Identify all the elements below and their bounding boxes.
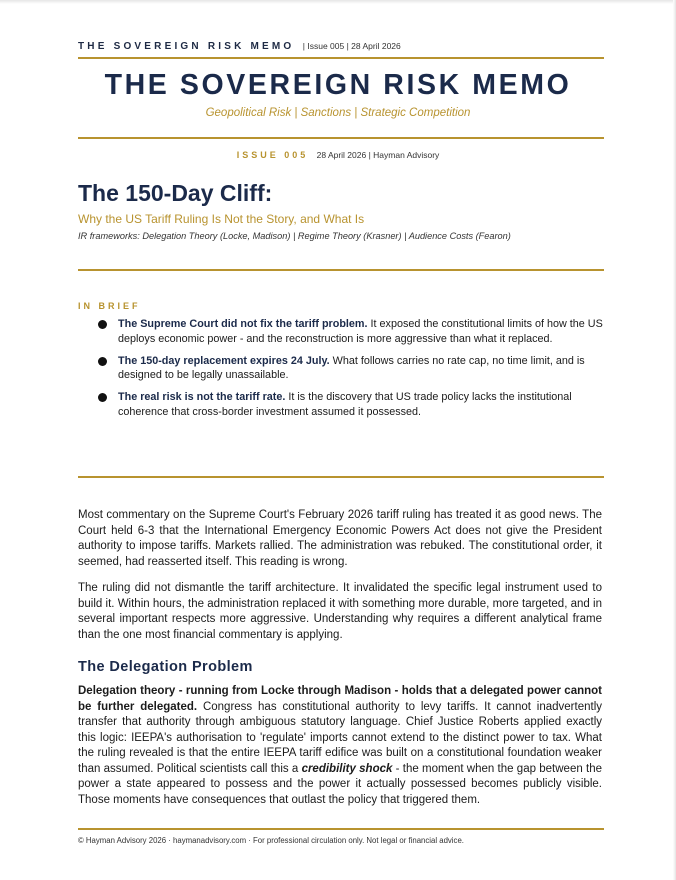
- masthead-tagline: Geopolitical Risk | Sanctions | Strategic Competition: [205, 107, 471, 119]
- in-brief-item: [98, 317, 604, 346]
- paragraph-tail: - the moment when the gap between the power a state appeared to possess and the power it actually possessed becomes publicly visible. Those moments have consequences that outlast the policy that triggered them.: [78, 762, 602, 806]
- masthead-rule: [78, 137, 604, 139]
- paragraph-text: Congress has constitutional authority to levy tariffs. It cannot inadvertently transfer that authority through ambiguous statutory language. Chief Justice Roberts applied exactly this logic: IEEPA's authorisation to 'regulate' imports cannot extend to the distinct power to tax. What the ruling revealed is that the entire IEEPA tariff edifice was built on a constitutional foundation weaker than assumed. Political scientists call this a: [78, 700, 602, 775]
- footer-text: © Hayman Advisory 2026 · haymanadvisory.com · For professional circulation only. Not legal or financial advice.: [78, 836, 464, 845]
- in-brief-item-lead: The real risk is not the tariff rate.: [118, 391, 286, 403]
- issue-label: ISSUE 005: [236, 150, 309, 160]
- footer-rule: [78, 828, 604, 830]
- masthead-title: THE SOVEREIGN RISK MEMO: [104, 69, 572, 101]
- in-brief-item-lead: The 150-day replacement expires 24 July.: [118, 354, 330, 367]
- in-brief-list: [98, 317, 604, 427]
- in-brief-item-text: What follows carries no rate cap, no time limit, and is designed to be legally unassailable.: [118, 354, 585, 381]
- article-headline: The 150-Day Cliff:: [78, 180, 273, 206]
- body-paragraph-1: Most commentary on the Supreme Court's February 2026 tariff ruling has treated it as good news. The Court held 6-3 that the International Emergency Economic Powers Act does not give the President authority to impose tariffs. Markets rallied. The administration was rebuked. The constitutional order, it seemed, had reasserted itself. This reading is wrong.: [78, 509, 602, 568]
- paragraph-lead: Delegation theory - running from Locke through Madison - holds that a delegated power cannot be further delegated.: [78, 685, 602, 713]
- in-brief-item-text: It exposed the constitutional limits of how the US deploys economic power - and the reconstruction is more aggressive than what it replaced.: [118, 318, 603, 345]
- issue-line: [0, 150, 676, 160]
- body-paragraph-2: The ruling did not dismantle the tariff architecture. It invalidated the specific legal instrument used to build it. Within hours, the administration replaced it with something more durable, more targeted, and in several important respects more aggressive. Understanding why requires a different analytical frame than the one most financial commentary is applying.: [78, 582, 602, 641]
- article-frameworks: IR frameworks: Delegation Theory (Locke, Madison) | Regime Theory (Krasner) | Audience Costs (Fearon): [78, 231, 511, 241]
- body-paragraph-3: [78, 684, 602, 808]
- running-header-meta: | Issue 005 | 28 April 2026: [302, 41, 401, 51]
- issue-details: 28 April 2026 | Hayman Advisory: [316, 150, 440, 160]
- running-header-title: THE SOVEREIGN RISK MEMO: [78, 41, 295, 52]
- section-heading: The Delegation Problem: [78, 659, 253, 675]
- bullet-icon: [98, 357, 107, 366]
- in-brief-item-lead: The Supreme Court did not fix the tariff problem.: [118, 318, 368, 330]
- bullet-icon: [98, 393, 107, 402]
- in-brief-item: [98, 354, 604, 383]
- paragraph-emphasis: credibility shock: [301, 762, 393, 775]
- bullet-icon: [98, 320, 107, 329]
- header-rule: [78, 57, 604, 59]
- page-edge: [0, 0, 676, 4]
- in-brief-item: [98, 390, 604, 419]
- in-brief-item-text: It is the discovery that US trade policy lacks the institutional coherence that cross-border investment assumed it possessed.: [118, 391, 572, 418]
- running-header: [78, 41, 401, 52]
- article-subheadline: Why the US Tariff Ruling Is Not the Story, and What Is: [78, 212, 365, 226]
- in-brief-label: IN BRIEF: [78, 301, 141, 311]
- headline-rule: [78, 269, 604, 271]
- brief-rule: [78, 476, 604, 478]
